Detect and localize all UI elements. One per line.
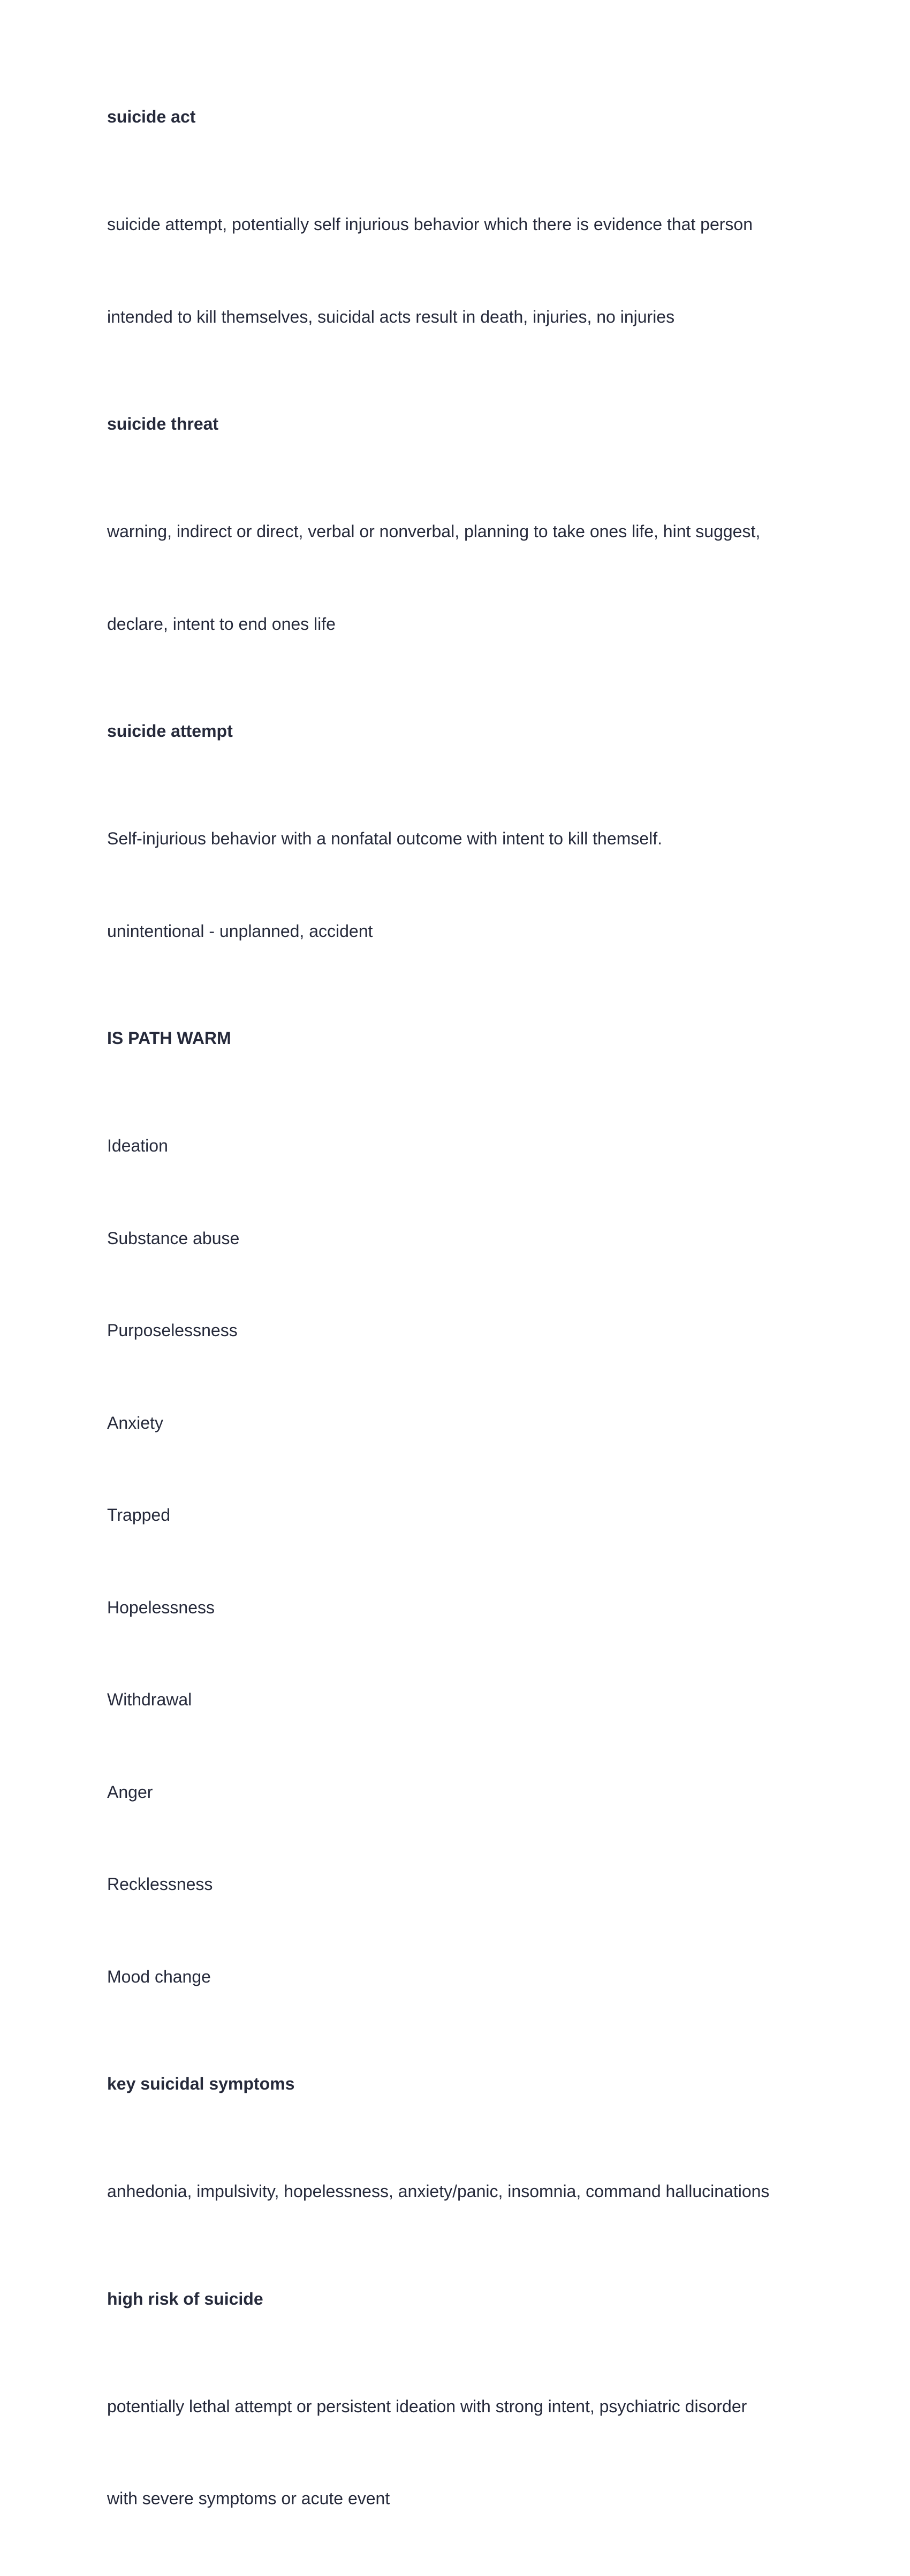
card-high-risk-of-suicide: [107, 2287, 814, 2576]
definition-line: unintentional - unplanned, accident: [107, 921, 373, 941]
card-definition: [107, 762, 814, 1008]
definition-line: Self-injurious behavior with a nonfatal outcome with intent to kill themself.: [107, 829, 662, 848]
card-term: high risk of suicide: [107, 2289, 263, 2308]
definition-line: Hopelessness: [107, 1597, 215, 1617]
definition-line: Recklessness: [107, 1874, 213, 1894]
card-term: IS PATH WARM: [107, 1028, 231, 1048]
definition-line: Substance abuse: [107, 1228, 240, 1248]
definition-line: Purposelessness: [107, 1321, 238, 1340]
definition-line: Trapped: [107, 1505, 170, 1525]
definition-line: Anxiety: [107, 1413, 163, 1432]
card-definition: [107, 1069, 814, 2054]
definition-line: intended to kill themselves, suicidal acts result in death, injuries, no injuries: [107, 307, 675, 326]
card-term: key suicidal symptoms: [107, 2074, 295, 2093]
definition-line: anhedonia, impulsivity, hopelessness, anxiety/panic, insomnia, command hallucinations: [107, 2182, 770, 2201]
card-term: suicide threat: [107, 414, 219, 433]
definition-line: Mood change: [107, 1967, 211, 1986]
definition-line: warning, indirect or direct, verbal or nonverbal, planning to take ones life, hint suggest,: [107, 522, 761, 541]
card-key-suicidal-symptoms: [107, 2072, 814, 2269]
flashcard-document: [107, 105, 814, 2576]
definition-line: with severe symptoms or acute event: [107, 2489, 390, 2508]
definition-line: suicide attempt, potentially self injurious behavior which there is evidence that person: [107, 215, 753, 234]
card-suicide-act: [107, 105, 814, 394]
card-term: suicide act: [107, 107, 196, 126]
card-suicide-threat: [107, 412, 814, 701]
definition-line: Ideation: [107, 1136, 168, 1155]
card-is-path-warm: [107, 1026, 814, 2054]
card-definition: [107, 148, 814, 394]
definition-line: Anger: [107, 1782, 153, 1802]
card-definition: [107, 2115, 814, 2269]
card-definition: [107, 2330, 814, 2576]
definition-line: potentially lethal attempt or persistent ideation with strong intent, psychiatric disorder: [107, 2396, 747, 2416]
card-term: suicide attempt: [107, 721, 233, 741]
card-suicide-attempt: [107, 719, 814, 1008]
definition-line: Withdrawal: [107, 1690, 192, 1709]
definition-line: declare, intent to end ones life: [107, 614, 336, 634]
card-definition: [107, 455, 814, 701]
